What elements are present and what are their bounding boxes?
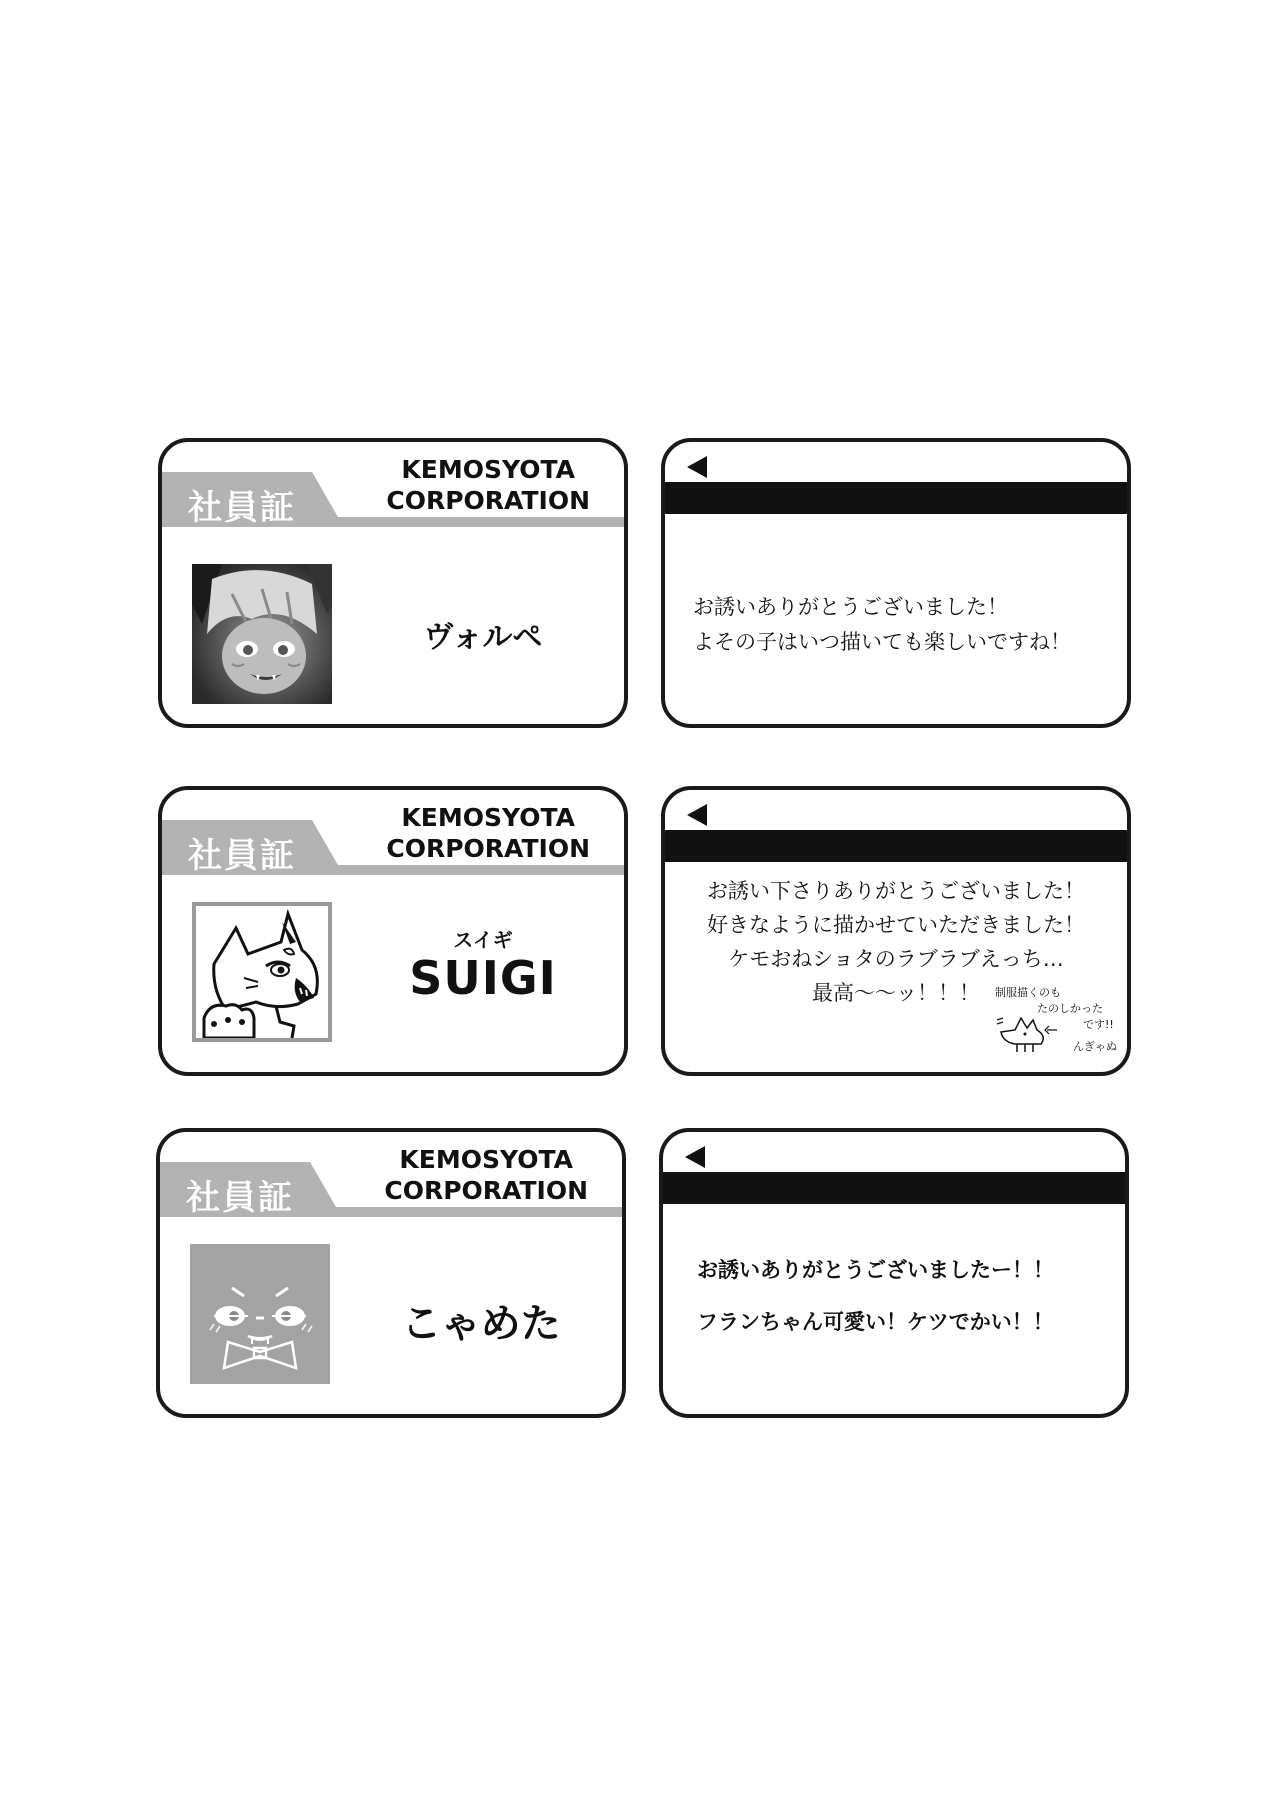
company-line-1: KEMOSYOTA [399, 1145, 573, 1174]
fox-portrait-icon [192, 564, 332, 704]
employee-name [362, 928, 604, 1004]
badge-label: 社員証 [186, 1178, 294, 1218]
message-line: お誘いありがとうございました！ [693, 595, 1008, 619]
name-text: こゃめた [401, 1301, 561, 1347]
triangle-left-icon [687, 456, 707, 478]
message-line: フランちゃん可愛い！ケツでかい！！ [697, 1310, 1054, 1334]
name-text: ヴォルペ [423, 620, 543, 655]
doodle-text: んぎゃぬ [1073, 1040, 1117, 1053]
id-card-front-3 [156, 1128, 626, 1418]
company-name [386, 454, 590, 516]
company-line-2: CORPORATION [386, 486, 590, 515]
name-text: SUIGI [409, 951, 557, 1005]
company-line-2: CORPORATION [384, 1176, 588, 1205]
doodle-text: 制服描くのも [995, 986, 1061, 999]
magnetic-stripe [665, 482, 1127, 514]
message-line: 最高〜〜ッ！！！ [812, 981, 980, 1005]
company-name [386, 802, 590, 864]
triangle-left-icon [685, 1146, 705, 1168]
id-card-back-2 [661, 786, 1131, 1076]
doodle-note [995, 986, 1125, 1066]
company-line-2: CORPORATION [386, 834, 590, 863]
wolf-doodle-icon [995, 1008, 1075, 1056]
message [697, 1244, 1125, 1348]
id-card-front-2 [158, 786, 628, 1076]
message-line: 好きなように描かせていただきました！ [707, 913, 1085, 937]
triangle-left-icon [687, 804, 707, 826]
employee-name [360, 1292, 602, 1349]
id-card-back-3 [659, 1128, 1129, 1418]
name-ruby: スイギ [453, 928, 513, 952]
id-card-front-1 [158, 438, 628, 728]
doodle-text: たのしかった [1037, 1002, 1103, 1015]
badge-label: 社員証 [188, 836, 296, 876]
company-name [384, 1144, 588, 1206]
message [693, 590, 1127, 660]
magnetic-stripe [665, 830, 1127, 862]
cat-face-icon [190, 1244, 330, 1384]
id-card-back-1 [661, 438, 1131, 728]
message-line: よその子はいつ描いても楽しいですね！ [693, 630, 1071, 654]
badge-label: 社員証 [188, 488, 296, 528]
magnetic-stripe [663, 1172, 1125, 1204]
employee-name [362, 612, 604, 656]
message-line: お誘いありがとうございましたー！！ [697, 1258, 1054, 1282]
cartoon-fox-icon [192, 902, 332, 1042]
company-line-1: KEMOSYOTA [401, 455, 575, 484]
company-line-1: KEMOSYOTA [401, 803, 575, 832]
message-line: お誘い下さりありがとうございました！ [707, 879, 1085, 903]
doodle-text: です!! [1083, 1018, 1114, 1031]
message-line: ケモおねショタのラブラブえっち… [728, 947, 1064, 971]
